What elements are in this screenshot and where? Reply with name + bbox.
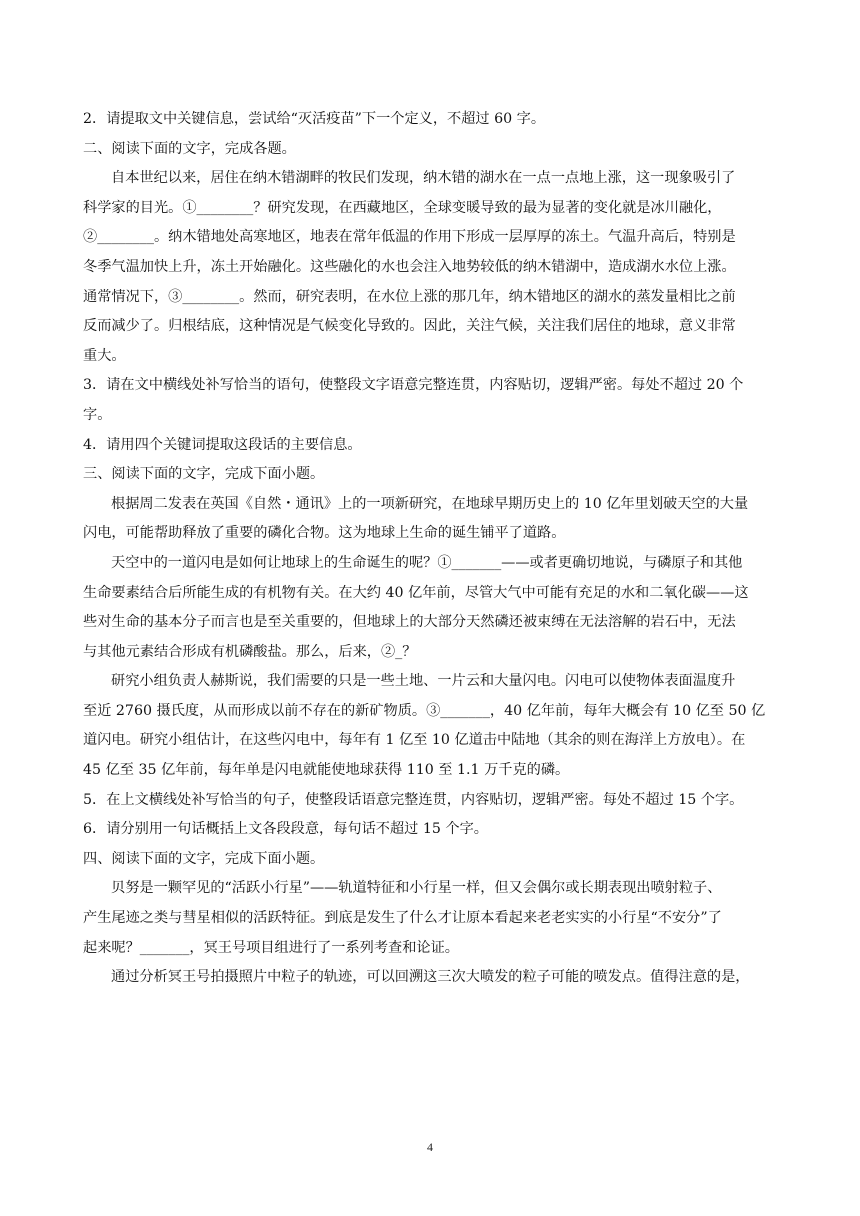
text-line: ②________。纳木错地处高寒地区，地表在常年低温的作用下形成一层厚厚的冻土。气温升高后，特别是 — [83, 229, 736, 246]
text-line: 通过分析冥王号拍摄照片中粒子的轨迹，可以回溯这三次大喷发的粒子可能的喷发点。值得注意的是， — [111, 969, 750, 986]
text-line: 生命要素结合后所能生成的有机物有关。在大约 40 亿年前，尽管大气中可能有充足的水和二氧化碳——这 — [83, 584, 749, 601]
text-line: 闪电，可能帮助释放了重要的磷化合物。这为地球上生命的诞生铺平了道路。 — [83, 525, 566, 542]
text-line: 3．请在文中横线处补写恰当的语句，使整段文字语意完整连贯，内容贴切，逻辑严密。每处不超过 20 个 — [83, 377, 744, 394]
text-line: 道闪电。研究小组估计，在这些闪电中，每年有 1 亿至 10 亿道击中陆地（其余的则在海洋上方放电）。在 — [83, 732, 746, 749]
text-line: 5．在上文横线处补写恰当的句子，使整段话语意完整连贯，内容贴切，逻辑严密。每处不超过 15 个字。 — [83, 791, 744, 808]
text-line: 研究小组负责人赫斯说，我们需要的只是一些土地、一片云和大量闪电。闪电可以使物体表面温度升 — [111, 673, 736, 690]
document-body — [83, 105, 783, 993]
text-line: 冬季气温加快上升，冻土开始融化。这些融化的水也会注入地势较低的纳木错湖中，造成湖水水位上涨。 — [83, 258, 736, 275]
text-line: 2．请提取文中关键信息，尝试给“灭活疫苗”下一个定义，不超过 60 字。 — [83, 111, 546, 127]
text-line: 些对生命的基本分子而言也是至关重要的，但地球上的大部分天然磷还被束缚在无法溶解的岩石中，无法 — [83, 614, 736, 631]
text-line: 反而减少了。归根结底，这种情况是气候变化导致的。因此，关注气候，关注我们居住的地球，意义非常 — [83, 318, 736, 335]
text-line: 起来呢？_______，冥王号项目组进行了一系列考查和论证。 — [83, 939, 459, 956]
text-line: 产生尾迹之类与彗星相似的活跃特征。到底是发生了什么才让原本看起来老老实实的小行星“不安分”了 — [83, 910, 722, 927]
text-line: 根据周二发表在英国《自然・通讯》上的一项新研究，在地球早期历史上的 10 亿年里划破天空的大量 — [111, 495, 749, 512]
text-line: 贝努是一颗罕见的“活跃小行星”——轨道特征和小行星一样，但又会偶尔或长期表现出喷射粒子、 — [111, 880, 722, 897]
text-line: 科学家的目光。①________？研究发现，在西藏地区，全球变暖导致的最为显著的变化就是冰川融化， — [83, 199, 722, 216]
text-line: 二、阅读下面的文字，完成各题。 — [83, 140, 296, 157]
text-line: 自本世纪以来，居住在纳木错湖畔的牧民们发现，纳木错的湖水在一点一点地上涨，这一现象吸引了 — [111, 170, 736, 187]
text-line: 至近 2760 摄氏度，从而形成以前不存在的新矿物质。③_______，40 亿年前，每年大概会有 10 亿至 50 亿 — [83, 702, 766, 719]
text-line: 6．请分别用一句话概括上文各段段意，每句话不超过 15 个字。 — [83, 821, 488, 838]
page-number: 4 — [427, 1140, 433, 1154]
text-line: 通常情况下，③________。然而，研究表明，在水位上涨的那几年，纳木错地区的湖水的蒸发量相比之前 — [83, 288, 736, 305]
text-line: 天空中的一道闪电是如何让地球上的生命诞生的呢？①_______——或者更确切地说，与磷原子和其他 — [111, 554, 743, 571]
text-line: 重大。 — [83, 347, 126, 364]
text-line: 45 亿至 35 亿年前，每年单是闪电就能使地球获得 110 至 1.1 万千克的磷。 — [83, 762, 570, 779]
text-line: 三、阅读下面的文字，完成下面小题。 — [83, 466, 325, 483]
text-line: 字。 — [83, 406, 112, 423]
text-line: 4．请用四个关键词提取这段话的主要信息。 — [83, 436, 362, 453]
text-line: 与其他元素结合形成有机磷酸盐。那么，后来，②_？ — [83, 643, 417, 660]
text-line: 四、阅读下面的文字，完成下面小题。 — [83, 850, 325, 867]
